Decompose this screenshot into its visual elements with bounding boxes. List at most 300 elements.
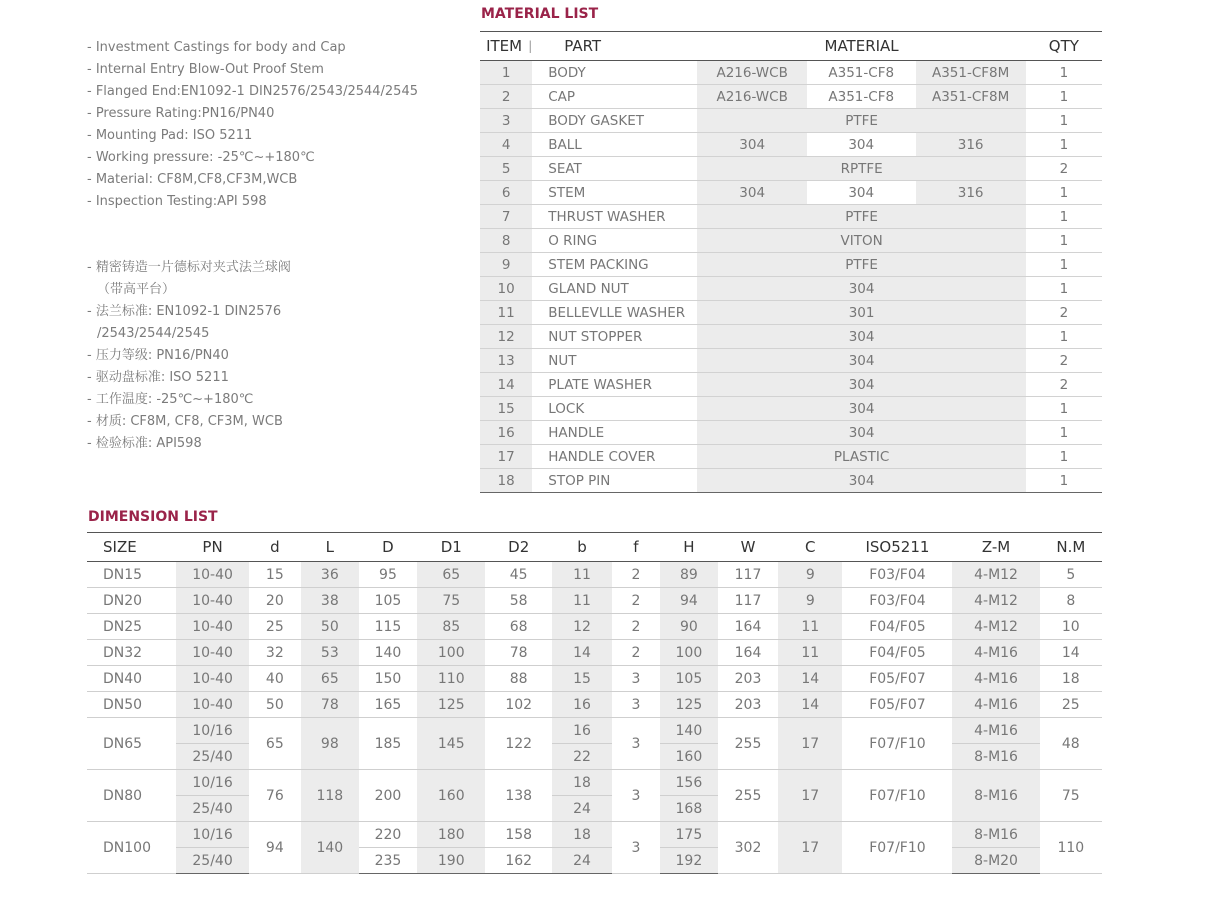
dimension-cell-d2: 102	[485, 692, 551, 718]
material-cell: 304	[807, 133, 916, 157]
dimension-cell-l: 53	[301, 640, 359, 666]
dimension-cell-d2: 162	[485, 848, 551, 874]
material-table	[480, 31, 1102, 493]
dimension-cell-d1: 75	[417, 588, 485, 614]
part-name-cell: STEM	[532, 181, 697, 205]
material-row	[480, 229, 1102, 253]
dimension-cell-d1: 145	[417, 718, 485, 770]
dimension-cell-d: 115	[359, 614, 417, 640]
dimension-cell-size: DN80	[87, 770, 176, 822]
dimension-header: D	[359, 533, 417, 562]
part-name-cell: PLATE WASHER	[532, 373, 697, 397]
qty-cell: 1	[1026, 421, 1102, 445]
dimension-header: PN	[176, 533, 249, 562]
dimension-cell-d1: 100	[417, 640, 485, 666]
part-name-cell: BELLEVLLE WASHER	[532, 301, 697, 325]
dimension-cell-f: 2	[612, 562, 660, 588]
dimension-cell-c: 17	[778, 822, 842, 874]
dimension-cell-zm: 4-M16	[952, 666, 1039, 692]
material-cell: 304	[697, 373, 1025, 397]
dimension-cell-iso: F04/F05	[842, 640, 952, 666]
dimension-cell-l: 118	[301, 770, 359, 822]
item-number-cell: 13	[480, 349, 532, 373]
material-row	[480, 277, 1102, 301]
material-row	[480, 109, 1102, 133]
part-name-cell: CAP	[532, 85, 697, 109]
feature-item: - 检验标准: API598	[87, 436, 202, 451]
dimension-header: L	[301, 533, 359, 562]
feature-item: /2543/2544/2545	[97, 326, 210, 341]
feature-item: - 驱动盘标准: ISO 5211	[87, 370, 229, 385]
qty-cell: 2	[1026, 301, 1102, 325]
part-name-cell: SEAT	[532, 157, 697, 181]
dimension-cell-d2: 78	[485, 640, 551, 666]
material-cell: PLASTIC	[697, 445, 1025, 469]
dimension-cell-d: 40	[249, 666, 301, 692]
dimension-cell-b: 24	[552, 848, 612, 874]
dimension-cell-nm: 75	[1040, 770, 1102, 822]
material-row	[480, 373, 1102, 397]
dimension-cell-c: 17	[778, 718, 842, 770]
dimension-cell-pn: 10/16	[176, 822, 249, 848]
dimension-cell-b: 16	[552, 692, 612, 718]
dimension-cell-d: 235	[359, 848, 417, 874]
dimension-table	[87, 532, 1102, 874]
qty-cell: 1	[1026, 85, 1102, 109]
qty-cell: 1	[1026, 109, 1102, 133]
material-cell: A351-CF8M	[916, 61, 1026, 85]
part-name-cell: HANDLE COVER	[532, 445, 697, 469]
material-row	[480, 469, 1102, 493]
header-qty: QTY	[1026, 32, 1102, 61]
dimension-cell-l: 50	[301, 614, 359, 640]
part-name-cell: GLAND NUT	[532, 277, 697, 301]
material-cell: 304	[697, 325, 1025, 349]
dimension-cell-d1: 65	[417, 562, 485, 588]
dimension-cell-nm: 8	[1040, 588, 1102, 614]
item-number-cell: 7	[480, 205, 532, 229]
material-cell: 304	[697, 133, 806, 157]
dimension-cell-f: 2	[612, 614, 660, 640]
dimension-header: d	[249, 533, 301, 562]
dimension-cell-zm: 8-M20	[952, 848, 1039, 874]
item-number-cell: 10	[480, 277, 532, 301]
dimension-cell-w: 302	[718, 822, 778, 874]
qty-cell: 1	[1026, 469, 1102, 493]
dimension-header: N.M	[1040, 533, 1102, 562]
dimension-cell-w: 117	[718, 562, 778, 588]
feature-item: - Investment Castings for body and Cap	[87, 40, 346, 55]
dimension-cell-h: 192	[660, 848, 718, 874]
material-cell: RPTFE	[697, 157, 1025, 181]
material-row	[480, 325, 1102, 349]
dimension-cell-d: 220	[359, 822, 417, 848]
dimension-cell-zm: 4-M16	[952, 718, 1039, 744]
dimension-cell-w: 117	[718, 588, 778, 614]
dimension-cell-d: 140	[359, 640, 417, 666]
dimension-cell-zm: 8-M16	[952, 822, 1039, 848]
material-cell: A351-CF8	[807, 85, 916, 109]
dimension-cell-f: 3	[612, 718, 660, 770]
dimension-cell-d: 50	[249, 692, 301, 718]
dimension-cell-pn: 10-40	[176, 692, 249, 718]
part-name-cell: THRUST WASHER	[532, 205, 697, 229]
part-name-cell: BALL	[532, 133, 697, 157]
dimension-row	[87, 614, 1102, 640]
material-row	[480, 301, 1102, 325]
dimension-cell-d2: 138	[485, 770, 551, 822]
material-table-header	[480, 32, 1102, 61]
dimension-cell-c: 17	[778, 770, 842, 822]
dimension-cell-w: 203	[718, 666, 778, 692]
dimension-cell-l: 38	[301, 588, 359, 614]
dimension-cell-c: 11	[778, 614, 842, 640]
dimension-cell-d: 105	[359, 588, 417, 614]
dimension-cell-d1: 190	[417, 848, 485, 874]
part-name-cell: STEM PACKING	[532, 253, 697, 277]
material-row	[480, 61, 1102, 85]
item-number-cell: 8	[480, 229, 532, 253]
material-row	[480, 133, 1102, 157]
dimension-table-header	[87, 533, 1102, 562]
dimension-cell-iso: F03/F04	[842, 588, 952, 614]
dimension-cell-size: DN100	[87, 822, 176, 874]
qty-cell: 1	[1026, 325, 1102, 349]
dimension-cell-zm: 4-M12	[952, 562, 1039, 588]
part-name-cell: NUT STOPPER	[532, 325, 697, 349]
dimension-cell-d2: 68	[485, 614, 551, 640]
dimension-cell-h: 125	[660, 692, 718, 718]
feature-item: - 精密铸造一片德标对夹式法兰球阀	[87, 260, 291, 275]
qty-cell: 1	[1026, 205, 1102, 229]
dimension-cell-h: 156	[660, 770, 718, 796]
material-cell: A216-WCB	[697, 85, 806, 109]
dimension-cell-d: 32	[249, 640, 301, 666]
dimension-cell-d: 165	[359, 692, 417, 718]
dimension-cell-h: 100	[660, 640, 718, 666]
dimension-cell-d2: 88	[485, 666, 551, 692]
dimension-row	[87, 640, 1102, 666]
dimension-cell-c: 14	[778, 692, 842, 718]
dimension-cell-nm: 5	[1040, 562, 1102, 588]
dimension-cell-size: DN20	[87, 588, 176, 614]
item-number-cell: 1	[480, 61, 532, 85]
dimension-cell-f: 2	[612, 588, 660, 614]
material-table-body	[480, 61, 1102, 493]
dimension-cell-iso: F07/F10	[842, 770, 952, 822]
item-number-cell: 3	[480, 109, 532, 133]
dimension-cell-pn: 10-40	[176, 614, 249, 640]
dimension-cell-b: 11	[552, 562, 612, 588]
dimension-cell-d: 185	[359, 718, 417, 770]
dimension-cell-f: 3	[612, 770, 660, 822]
dimension-cell-b: 18	[552, 770, 612, 796]
dimension-cell-nm: 48	[1040, 718, 1102, 770]
dimension-cell-d: 65	[249, 718, 301, 770]
item-number-cell: 17	[480, 445, 532, 469]
dimension-cell-b: 22	[552, 744, 612, 770]
material-row	[480, 445, 1102, 469]
dimension-row	[87, 822, 1102, 848]
material-cell: 316	[916, 133, 1026, 157]
dimension-header: H	[660, 533, 718, 562]
dimension-cell-size: DN32	[87, 640, 176, 666]
feature-list	[87, 37, 418, 455]
qty-cell: 2	[1026, 373, 1102, 397]
dimension-row	[87, 692, 1102, 718]
item-number-cell: 18	[480, 469, 532, 493]
dimension-cell-b: 24	[552, 796, 612, 822]
dimension-cell-zm: 4-M12	[952, 588, 1039, 614]
header-separator: |	[528, 32, 532, 61]
material-row	[480, 157, 1102, 181]
dimension-cell-c: 9	[778, 562, 842, 588]
dimension-cell-b: 12	[552, 614, 612, 640]
dimension-cell-b: 18	[552, 822, 612, 848]
dimension-cell-c: 14	[778, 666, 842, 692]
dimension-cell-d: 20	[249, 588, 301, 614]
material-row	[480, 421, 1102, 445]
dimension-cell-d2: 158	[485, 822, 551, 848]
dimension-cell-f: 3	[612, 822, 660, 874]
qty-cell: 1	[1026, 253, 1102, 277]
dimension-header: SIZE	[87, 533, 176, 562]
material-cell: 304	[697, 277, 1025, 301]
material-cell: PTFE	[697, 205, 1025, 229]
dimension-cell-f: 3	[612, 692, 660, 718]
dimension-row	[87, 666, 1102, 692]
dimension-cell-f: 2	[612, 640, 660, 666]
dimension-cell-d1: 180	[417, 822, 485, 848]
dimension-cell-c: 11	[778, 640, 842, 666]
material-cell: PTFE	[697, 109, 1025, 133]
dimension-cell-size: DN40	[87, 666, 176, 692]
dimension-cell-pn: 10-40	[176, 666, 249, 692]
part-name-cell: STOP PIN	[532, 469, 697, 493]
dimension-header: Z-M	[952, 533, 1039, 562]
material-cell: A351-CF8	[807, 61, 916, 85]
qty-cell: 1	[1026, 397, 1102, 421]
dimension-cell-d2: 58	[485, 588, 551, 614]
qty-cell: 1	[1026, 181, 1102, 205]
dimension-header: ISO5211	[842, 533, 952, 562]
dimension-list-title: DIMENSION LIST	[88, 509, 218, 525]
header-item: ITEM	[480, 32, 528, 61]
dimension-cell-d: 200	[359, 770, 417, 822]
header-part: PART	[532, 32, 697, 61]
material-cell: PTFE	[697, 253, 1025, 277]
header-material: MATERIAL	[697, 32, 1025, 61]
dimension-cell-h: 90	[660, 614, 718, 640]
dimension-cell-pn: 10/16	[176, 718, 249, 744]
material-cell: 304	[697, 397, 1025, 421]
dimension-cell-pn: 10-40	[176, 588, 249, 614]
feature-item: - 法兰标准: EN1092-1 DIN2576	[87, 304, 282, 319]
dimension-cell-h: 175	[660, 822, 718, 848]
part-name-cell: BODY	[532, 61, 697, 85]
dimension-row	[87, 588, 1102, 614]
part-name-cell: LOCK	[532, 397, 697, 421]
material-row	[480, 205, 1102, 229]
dimension-cell-nm: 14	[1040, 640, 1102, 666]
dimension-cell-d2: 122	[485, 718, 551, 770]
feature-item: - 材质: CF8M, CF8, CF3M, WCB	[87, 414, 283, 429]
dimension-cell-d1: 110	[417, 666, 485, 692]
dimension-cell-size: DN50	[87, 692, 176, 718]
dimension-table-body	[87, 562, 1102, 874]
dimension-cell-pn: 25/40	[176, 744, 249, 770]
part-name-cell: NUT	[532, 349, 697, 373]
item-number-cell: 14	[480, 373, 532, 397]
dimension-cell-nm: 18	[1040, 666, 1102, 692]
dimension-cell-h: 140	[660, 718, 718, 744]
dimension-header: W	[718, 533, 778, 562]
dimension-cell-iso: F03/F04	[842, 562, 952, 588]
dimension-header: b	[552, 533, 612, 562]
dimension-cell-l: 65	[301, 666, 359, 692]
part-name-cell: BODY GASKET	[532, 109, 697, 133]
dimension-cell-size: DN25	[87, 614, 176, 640]
material-cell: A351-CF8M	[916, 85, 1026, 109]
dimension-cell-pn: 25/40	[176, 796, 249, 822]
qty-cell: 2	[1026, 157, 1102, 181]
dimension-cell-size: DN65	[87, 718, 176, 770]
dimension-cell-zm: 4-M16	[952, 640, 1039, 666]
item-number-cell: 4	[480, 133, 532, 157]
dimension-cell-h: 94	[660, 588, 718, 614]
dimension-cell-d: 15	[249, 562, 301, 588]
dimension-cell-nm: 25	[1040, 692, 1102, 718]
dimension-cell-l: 36	[301, 562, 359, 588]
dimension-cell-pn: 10/16	[176, 770, 249, 796]
feature-list-english	[87, 37, 418, 213]
qty-cell: 1	[1026, 61, 1102, 85]
feature-item: - Internal Entry Blow-Out Proof Stem	[87, 62, 324, 77]
material-cell: 301	[697, 301, 1025, 325]
qty-cell: 2	[1026, 349, 1102, 373]
feature-item: - Flanged End:EN1092-1 DIN2576/2543/2544/2545	[87, 84, 418, 99]
dimension-cell-d2: 45	[485, 562, 551, 588]
feature-item: - Inspection Testing:API 598	[87, 194, 267, 209]
dimension-cell-b: 11	[552, 588, 612, 614]
dimension-cell-iso: F04/F05	[842, 614, 952, 640]
feature-item: - Working pressure: -25℃~+180℃	[87, 150, 315, 165]
dimension-cell-d1: 160	[417, 770, 485, 822]
material-row	[480, 253, 1102, 277]
item-number-cell: 9	[480, 253, 532, 277]
material-row	[480, 397, 1102, 421]
material-cell: 304	[807, 181, 916, 205]
dimension-cell-d: 150	[359, 666, 417, 692]
dimension-cell-w: 164	[718, 640, 778, 666]
feature-item: - 工作温度: -25℃~+180℃	[87, 392, 254, 407]
material-cell: A216-WCB	[697, 61, 806, 85]
dimension-cell-nm: 10	[1040, 614, 1102, 640]
dimension-cell-d: 76	[249, 770, 301, 822]
dimension-cell-pn: 10-40	[176, 562, 249, 588]
dimension-header: f	[612, 533, 660, 562]
item-number-cell: 5	[480, 157, 532, 181]
feature-item: - Material: CF8M,CF8,CF3M,WCB	[87, 172, 298, 187]
dimension-cell-h: 105	[660, 666, 718, 692]
dimension-cell-d: 95	[359, 562, 417, 588]
dimension-cell-l: 98	[301, 718, 359, 770]
dimension-cell-iso: F07/F10	[842, 718, 952, 770]
dimension-cell-l: 78	[301, 692, 359, 718]
dimension-cell-h: 168	[660, 796, 718, 822]
dimension-cell-iso: F05/F07	[842, 666, 952, 692]
dimension-cell-zm: 8-M16	[952, 770, 1039, 822]
dimension-cell-d: 94	[249, 822, 301, 874]
dimension-cell-zm: 8-M16	[952, 744, 1039, 770]
material-cell: 304	[697, 469, 1025, 493]
part-name-cell: O RING	[532, 229, 697, 253]
dimension-cell-d1: 85	[417, 614, 485, 640]
feature-item: - 压力等级: PN16/PN40	[87, 348, 229, 363]
dimension-cell-d1: 125	[417, 692, 485, 718]
dimension-cell-w: 255	[718, 770, 778, 822]
dimension-cell-c: 9	[778, 588, 842, 614]
dimension-cell-iso: F07/F10	[842, 822, 952, 874]
dimension-cell-b: 16	[552, 718, 612, 744]
dimension-cell-b: 15	[552, 666, 612, 692]
dimension-row	[87, 562, 1102, 588]
qty-cell: 1	[1026, 229, 1102, 253]
item-number-cell: 11	[480, 301, 532, 325]
dimension-cell-nm: 110	[1040, 822, 1102, 874]
feature-list-chinese	[87, 257, 418, 455]
material-cell: 304	[697, 421, 1025, 445]
item-number-cell: 15	[480, 397, 532, 421]
item-number-cell: 2	[480, 85, 532, 109]
dimension-cell-h: 89	[660, 562, 718, 588]
dimension-header: C	[778, 533, 842, 562]
material-list-title: MATERIAL LIST	[481, 6, 599, 22]
dimension-cell-w: 164	[718, 614, 778, 640]
item-number-cell: 16	[480, 421, 532, 445]
dimension-cell-w: 255	[718, 718, 778, 770]
material-row	[480, 181, 1102, 205]
dimension-cell-b: 14	[552, 640, 612, 666]
feature-item: - Pressure Rating:PN16/PN40	[87, 106, 275, 121]
dimension-row	[87, 718, 1102, 744]
dimension-cell-d: 25	[249, 614, 301, 640]
dimension-cell-h: 160	[660, 744, 718, 770]
dimension-cell-iso: F05/F07	[842, 692, 952, 718]
qty-cell: 1	[1026, 445, 1102, 469]
qty-cell: 1	[1026, 133, 1102, 157]
dimension-cell-zm: 4-M16	[952, 692, 1039, 718]
dimension-cell-f: 3	[612, 666, 660, 692]
qty-cell: 1	[1026, 277, 1102, 301]
dimension-cell-pn: 10-40	[176, 640, 249, 666]
item-number-cell: 12	[480, 325, 532, 349]
material-row	[480, 349, 1102, 373]
dimension-header: D1	[417, 533, 485, 562]
feature-item: （带高平台）	[97, 282, 176, 297]
dimension-header: D2	[485, 533, 551, 562]
material-cell: 304	[697, 181, 806, 205]
material-cell: 304	[697, 349, 1025, 373]
material-cell: 316	[916, 181, 1026, 205]
item-number-cell: 6	[480, 181, 532, 205]
material-row	[480, 85, 1102, 109]
dimension-row	[87, 770, 1102, 796]
dimension-cell-pn: 25/40	[176, 848, 249, 874]
dimension-cell-zm: 4-M12	[952, 614, 1039, 640]
dimension-cell-size: DN15	[87, 562, 176, 588]
material-cell: VITON	[697, 229, 1025, 253]
